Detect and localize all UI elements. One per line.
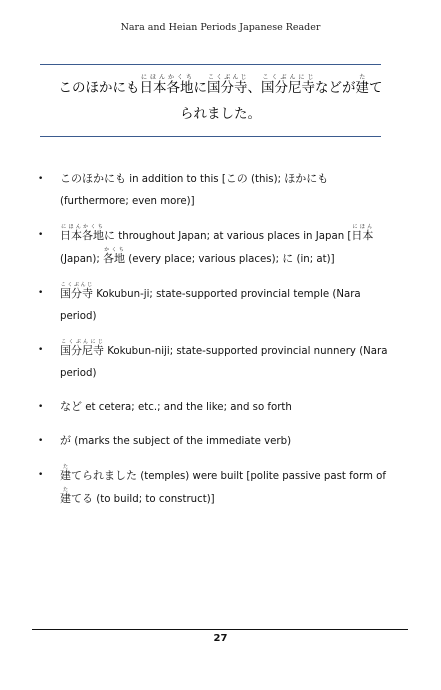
sentence-text-2: られました。 — [180, 106, 261, 122]
list-item: • 国分尼寺こくぶんにじ Kokubun-niji; state-supported provincial nunnery (Nara period) — [38, 339, 388, 379]
list-item: • 日本各地にほんかくちに throughout Japan; at various places in Japan [日本にほん (Japan); 各地かくち (every place; various places); に (in; at)] — [38, 224, 374, 265]
bullet-icon: • — [38, 288, 44, 298]
ruby-term: 国分寺こくぶんじ — [60, 282, 93, 300]
title-rule-bottom — [40, 136, 381, 137]
footer-rule — [32, 629, 408, 630]
ruby-term: 日本各地にほんかくち — [60, 224, 104, 242]
bullet-icon: • — [38, 436, 44, 446]
ruby-term: 建た — [60, 464, 71, 482]
ruby-nihon-kakuchi: 日本各地にほんかくち — [139, 74, 194, 96]
bullet-icon: • — [38, 230, 44, 240]
sentence-text-1: このほかにも — [58, 80, 140, 96]
sentence-title: このほかにも日本各地にほんかくちに国分寺こくぶんじ、国分尼寺こくぶんにじなどが建たて られました。 — [58, 74, 383, 122]
list-item: • が (marks the subject of the immediate verb) — [60, 430, 390, 453]
running-header: Nara and Heian Periods Japanese Reader — [120, 22, 321, 33]
vocabulary-list — [0, 168, 441, 522]
list-item: • 建たてられました (temples) were built [polite passive past form of 建たてる (to build; to construct)] — [38, 464, 386, 505]
bullet-icon: • — [38, 174, 44, 184]
bullet-icon: • — [38, 402, 44, 412]
page-number: 27 — [213, 633, 228, 644]
list-item: • このほかにも in addition to this [この (this); ほかにも (furthermore; even more)] — [60, 168, 390, 213]
ruby-term: 各地かくち — [103, 247, 126, 265]
ruby-term: 日本にほん — [351, 224, 374, 242]
list-item: • など et cetera; etc.; and the like; and so forth — [60, 396, 390, 419]
ruby-term: 国分尼寺こくぶんにじ — [60, 339, 104, 357]
ruby-kokubunji: 国分寺こくぶんじ — [207, 74, 248, 96]
title-rule-top — [40, 64, 381, 65]
ruby-term: 建た — [60, 487, 71, 505]
ruby-ta: 建た — [355, 74, 369, 96]
list-item: • 国分寺こくぶんじ Kokubun-ji; state-supported provincial temple (Nara period) — [38, 282, 361, 322]
bullet-icon: • — [38, 345, 44, 355]
bullet-icon: • — [38, 470, 44, 480]
ruby-kokubunniji: 国分尼寺こくぶんにじ — [261, 74, 315, 96]
